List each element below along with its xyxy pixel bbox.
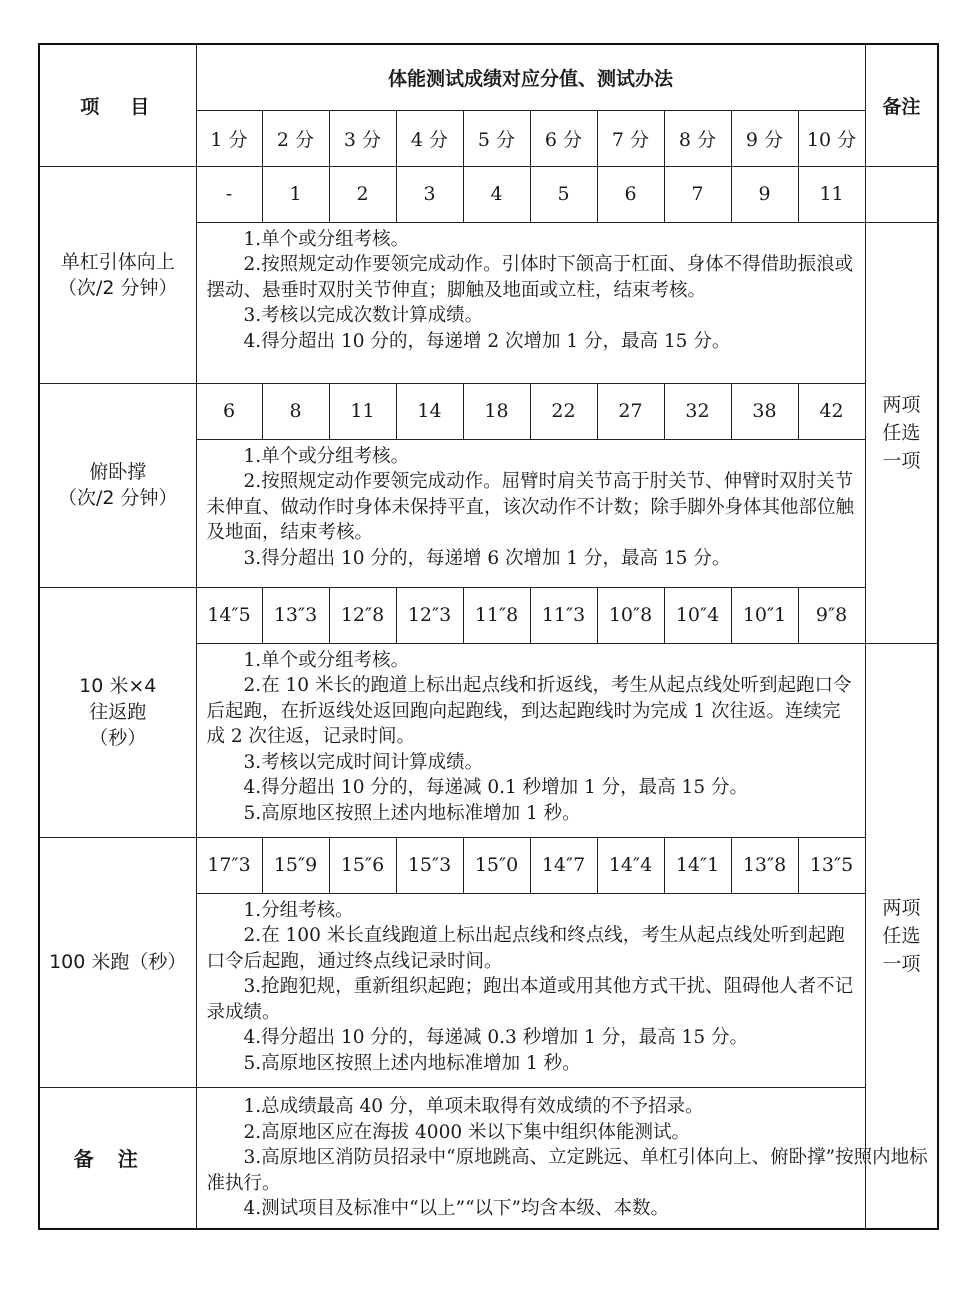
table-title: 体能测试成绩对应分值、测试办法 (196, 44, 865, 110)
event-rules-pull-up (196, 222, 865, 383)
score-value-cell: 9″8 (798, 587, 865, 643)
rule-line: 2.按照规定动作要领完成动作。屈臂时肩关节高于肘关节、伸臂时双肘关节未伸直、做动作时身体未保持平直，该次动作不计数；除手脚外身体其他部位触及地面，结束考核。 (206, 471, 855, 543)
event-values-row (39, 837, 938, 893)
score-value-cell: 14″1 (664, 837, 731, 893)
event-name-line: （秒） (89, 727, 147, 749)
score-value-cell: 17″3 (196, 837, 262, 893)
score-value-cell: 13″3 (262, 587, 329, 643)
rule-line: 1.单个或分组考核。 (243, 445, 410, 467)
note-line: 一项 (882, 449, 921, 472)
remarks-label (39, 1087, 196, 1229)
score-value-cell: 11 (329, 383, 396, 439)
score-value-cell: 15″3 (396, 837, 463, 893)
score-value-cell: 3 (396, 166, 463, 222)
choose-one-note (865, 222, 938, 643)
score-header-cell: 7 分 (597, 110, 664, 166)
note-line: 任选 (882, 421, 921, 444)
event-name-line: （次/2 分钟） (57, 276, 178, 299)
score-header-cell: 2 分 (262, 110, 329, 166)
score-value-cell: 18 (463, 383, 530, 439)
event-rules-push-up (196, 439, 865, 587)
score-value-cell: 11″3 (530, 587, 597, 643)
event-rules-100m-run (196, 893, 865, 1087)
item-header-label: 项 目 (80, 95, 156, 118)
rule-line: 3.抢跑犯规，重新组织起跑；跑出本道或用其他方式干扰、阻碍他人者不记录成绩。 (206, 976, 854, 1023)
note-line: 一项 (882, 952, 921, 975)
rule-line: 3.考核以完成时间计算成绩。 (243, 751, 484, 773)
fitness-standards-table (38, 43, 939, 1230)
event-name-line: 10 米×4 (79, 675, 157, 697)
score-value-cell: 8 (262, 383, 329, 439)
score-value-cell: 13″5 (798, 837, 865, 893)
score-value-cell: 11″8 (463, 587, 530, 643)
score-value-cell: 2 (329, 166, 396, 222)
score-value-cell: 15″6 (329, 837, 396, 893)
score-header-cell: 10 分 (798, 110, 865, 166)
event-name-shuttle-run (39, 587, 196, 837)
rule-line: 1.单个或分组考核。 (243, 228, 410, 250)
score-header-cell: 5 分 (463, 110, 530, 166)
score-value-cell: 6 (597, 166, 664, 222)
score-value-cell: 9 (731, 166, 798, 222)
event-name-push-up (39, 383, 196, 587)
event-values-row (39, 166, 938, 222)
event-name-line: 俯卧撑 (89, 461, 147, 483)
score-value-cell: 5 (530, 166, 597, 222)
event-values-row (39, 587, 938, 643)
score-value-cell: 10″1 (731, 587, 798, 643)
score-value-cell: 11 (798, 166, 865, 222)
score-value-cell: 13″8 (731, 837, 798, 893)
note-line: 任选 (882, 924, 921, 947)
rule-line: 1.单个或分组考核。 (243, 649, 410, 671)
rule-line: 4.得分超出 10 分的，每递减 0.3 秒增加 1 分，最高 15 分。 (243, 1027, 748, 1048)
rule-line: 2.在 100 米长直线跑道上标出起点线和终点线，考生从起点线处听到起跑口令后起跑，通过终点线记录时间。 (206, 925, 845, 972)
score-header-cell: 4 分 (396, 110, 463, 166)
note-line: 两项 (882, 896, 921, 919)
score-value-cell: 1 (262, 166, 329, 222)
score-header-cell: 8 分 (664, 110, 731, 166)
score-value-cell: 22 (530, 383, 597, 439)
score-value-cell: 32 (664, 383, 731, 439)
score-header-cell: 6 分 (530, 110, 597, 166)
event-name-line: 单杠引体向上 (60, 250, 175, 273)
rule-line: 1.分组考核。 (243, 899, 354, 921)
event-name-line: （次/2 分钟） (57, 487, 178, 509)
score-value-cell: 14″7 (530, 837, 597, 893)
remark-line: 1.总成绩最高 40 分，单项未取得有效成绩的不予招录。 (243, 1096, 704, 1117)
rule-line: 2.按照规定动作要领完成动作。引体时下颌高于杠面、身体不得借助振浪或摆动、悬垂时双肘关节伸直；脚触及地面或立柱，结束考核。 (206, 254, 854, 301)
score-value-cell: 27 (597, 383, 664, 439)
remark-column-header: 备注 (865, 44, 938, 166)
score-value-cell: 42 (798, 383, 865, 439)
event-name-line: 100 米跑（秒） (49, 951, 187, 973)
event-name-pull-up (39, 166, 196, 383)
score-value-cell: 10″8 (597, 587, 664, 643)
score-value-cell: 14 (396, 383, 463, 439)
score-value-cell: 14″4 (597, 837, 664, 893)
score-value-cell: 4 (463, 166, 530, 222)
remark-line: 3.高原地区消防员招录中“原地跳高、立定跳远、单杠引体向上、俯卧撑”按照内地标准执行。 (206, 1147, 928, 1194)
remarks-content (196, 1087, 938, 1229)
score-header-cell: 3 分 (329, 110, 396, 166)
remark-line: 2.高原地区应在海拔 4000 米以下集中组织体能测试。 (243, 1121, 690, 1143)
score-value-cell: 15″0 (463, 837, 530, 893)
note-line: 两项 (882, 393, 921, 416)
score-header-cell: 1 分 (196, 110, 262, 166)
event-rules-shuttle-run (196, 643, 865, 837)
rule-line: 3.考核以完成次数计算成绩。 (243, 305, 484, 326)
score-value-cell: 6 (196, 383, 262, 439)
event-values-row (39, 383, 938, 439)
score-value-cell: 12″3 (396, 587, 463, 643)
score-value-cell: 15″9 (262, 837, 329, 893)
rule-line: 4.得分超出 10 分的，每递增 2 次增加 1 分，最高 15 分。 (243, 330, 731, 352)
item-header (39, 44, 196, 166)
score-value-cell: 10″4 (664, 587, 731, 643)
score-value-cell: - (196, 166, 262, 222)
event-name-line: 往返跑 (89, 701, 147, 723)
event-name-100m-run (39, 837, 196, 1087)
rule-line: 5.高原地区按照上述内地标准增加 1 秒。 (243, 1052, 581, 1074)
remark-line: 4.测试项目及标准中“以上”“以下”均含本级、本数。 (243, 1198, 669, 1219)
rule-line: 2.在 10 米长的跑道上标出起点线和折返线，考生从起点线处听到起跑口令后起跑，在折返线处返回跑向起跑线，到达起跑线时为完成 1 次往返。连续完成 2 次往返，记录时间。 (206, 675, 852, 747)
rule-line: 5.高原地区按照上述内地标准增加 1 秒。 (243, 802, 581, 824)
score-value-cell: 14″5 (196, 587, 262, 643)
score-value-cell: 38 (731, 383, 798, 439)
score-value-cell: 12″8 (329, 587, 396, 643)
score-value-cell: 7 (664, 166, 731, 222)
rule-line: 4.得分超出 10 分的，每递减 0.1 秒增加 1 分，最高 15 分。 (243, 777, 748, 798)
remarks-label-text: 备注 (73, 1147, 162, 1172)
score-header-cell: 9 分 (731, 110, 798, 166)
rule-line: 3.得分超出 10 分的，每递增 6 次增加 1 分，最高 15 分。 (243, 547, 731, 569)
